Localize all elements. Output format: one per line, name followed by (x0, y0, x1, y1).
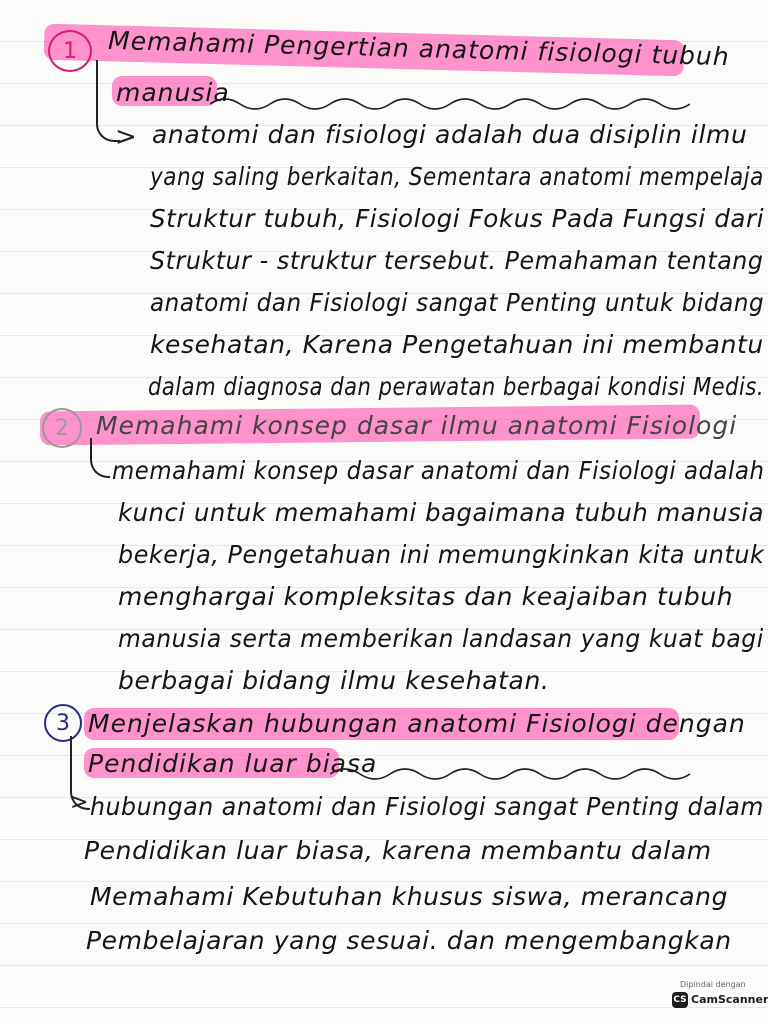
body-line: anatomi dan Fisiologi sangat Penting untuk bidang (150, 288, 765, 317)
bracket-arrow (90, 438, 110, 478)
underline-wave (210, 92, 690, 116)
arrow-icon: > (115, 122, 137, 152)
body-line: hubungan anatomi dan Fisiologi sangat Penting dalam (90, 792, 764, 821)
camscanner-logo-icon: CS (672, 992, 688, 1008)
body-line: kesehatan, Karena Pengetahuan ini membantu (150, 330, 764, 359)
underline-wave (330, 762, 700, 786)
camscanner-watermark (672, 980, 768, 1014)
watermark-brand: CamScanner (691, 993, 768, 1006)
section-heading-line: Menjelaskan hubungan anatomi Fisiologi dengan (88, 709, 746, 738)
section-number: 3 (44, 704, 82, 742)
body-line: kunci untuk memahami bagaimana tubuh manusia (118, 498, 765, 527)
body-line: Struktur - struktur tersebut. Pemahaman tentang (150, 246, 764, 275)
body-line: bekerja, Pengetahuan ini memungkinkan kita untuk (118, 540, 765, 569)
body-line: menghargai kompleksitas dan keajaiban tubuh (118, 582, 734, 611)
watermark-caption: Dipindai dengan (680, 980, 746, 989)
body-line: Memahami Kebutuhan khusus siswa, merancang (90, 882, 729, 911)
body-line: Pembelajaran yang sesuai. dan mengembangkan (86, 926, 732, 955)
body-line: berbagai bidang ilmu kesehatan. (118, 666, 550, 695)
section-number: 2 (42, 408, 82, 448)
body-line: dalam diagnosa dan perawatan berbagai kondisi Medis. (148, 372, 765, 401)
body-line: Struktur tubuh, Fisiologi Fokus Pada Fungsi dari (150, 204, 765, 233)
body-line: manusia serta memberikan landasan yang kuat bagi (118, 624, 764, 653)
body-line: Pendidikan luar biasa, karena membantu dalam (84, 836, 712, 865)
section-heading-line: Memahami Pengertian anatomi fisiologi tubuh (107, 25, 731, 72)
body-line: yang saling berkaitan, Sementara anatomi mempelaja (150, 162, 764, 191)
section-number: 1 (48, 30, 92, 72)
section-heading-line: Memahami konsep dasar ilmu anatomi Fisiologi (96, 411, 738, 440)
section-heading-line: Pendidikan luar biasa (88, 749, 378, 778)
body-line: anatomi dan fisiologi adalah dua disiplin ilmu (152, 120, 748, 149)
section-heading-line: manusia (116, 78, 230, 107)
body-line: memahami konsep dasar anatomi dan Fisiologi adalah (112, 456, 765, 485)
arrow-icon: > (70, 790, 89, 815)
